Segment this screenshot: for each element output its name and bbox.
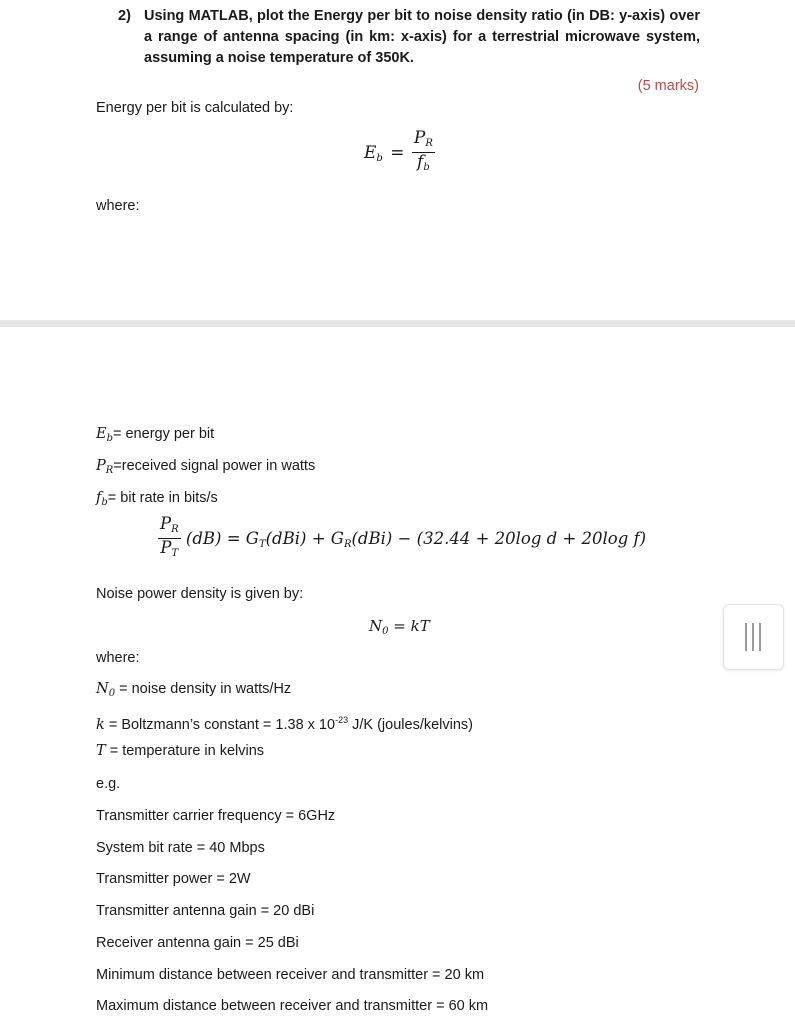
eq1-equals: = — [390, 143, 405, 163]
question-number: 2) — [118, 8, 131, 24]
eq1-lhs: $E_b$ — [364, 143, 383, 164]
question-block — [118, 6, 700, 69]
energy-intro: Energy per bit is calculated by: — [96, 100, 294, 116]
eq1-fraction: $\frac{P_R}{f_b}$ — [413, 128, 433, 173]
def-k: k = Boltzmann’s constant = 1.38 x $10^{-23}$ J/K (joules/kelvins) — [96, 715, 473, 733]
menu-button[interactable] — [723, 604, 784, 670]
link-budget-equation — [158, 515, 646, 563]
noise-intro: Noise power density is given by: — [96, 586, 304, 602]
def-n0: $N_0$ = noise density in watts/Hz — [96, 681, 292, 699]
def-pr: $P_R=received$ signal power in watts — [96, 458, 316, 476]
page-divider — [0, 320, 795, 327]
eq2-fraction: $\frac{P_R}{P_T}$ — [160, 514, 179, 559]
param-bit-rate: System bit rate = 40 Mbps — [96, 840, 265, 856]
param-transmitter-power: Transmitter power = 2W — [96, 871, 251, 887]
eg-label: e.g. — [96, 776, 121, 792]
marks-label: (5 marks) — [637, 78, 699, 94]
where-label-2: where: — [96, 650, 140, 666]
param-transmitter-gain: Transmitter antenna gain = 20 dBi — [96, 903, 315, 919]
menu-icon — [745, 623, 762, 651]
param-min-distance: Minimum distance between receiver and transmitter = 20 km — [96, 967, 485, 983]
param-receiver-gain: Receiver antenna gain = 25 dBi — [96, 935, 299, 951]
question-text: Using MATLAB, plot the Energy per bit to noise density ratio (in DB: y-axis) over a range of antenna spacing (in km: x-axis) for a terrestrial microwave system, assuming a noise temperature of 350K. — [144, 8, 700, 66]
def-t: T = temperature in kelvins — [96, 743, 265, 759]
param-carrier-frequency: Transmitter carrier frequency = 6GHz — [96, 808, 336, 824]
def-fb: $f_b=$ bit rate in bits/s — [96, 490, 218, 508]
eq2-rhs: $(dB) = G_T(dBi) + G_R(dBi) - (32.44 + 20\log$ d + 20log f) — [185, 528, 647, 550]
param-max-distance: Maximum distance between receiver and transmitter = 60 km — [96, 998, 489, 1014]
noise-density-equation: $N_0$ = kT — [369, 617, 430, 637]
def-eb: $E_b=$ energy per bit — [96, 426, 215, 444]
energy-per-bit-equation — [364, 130, 435, 177]
where-label-1: where: — [96, 198, 140, 214]
